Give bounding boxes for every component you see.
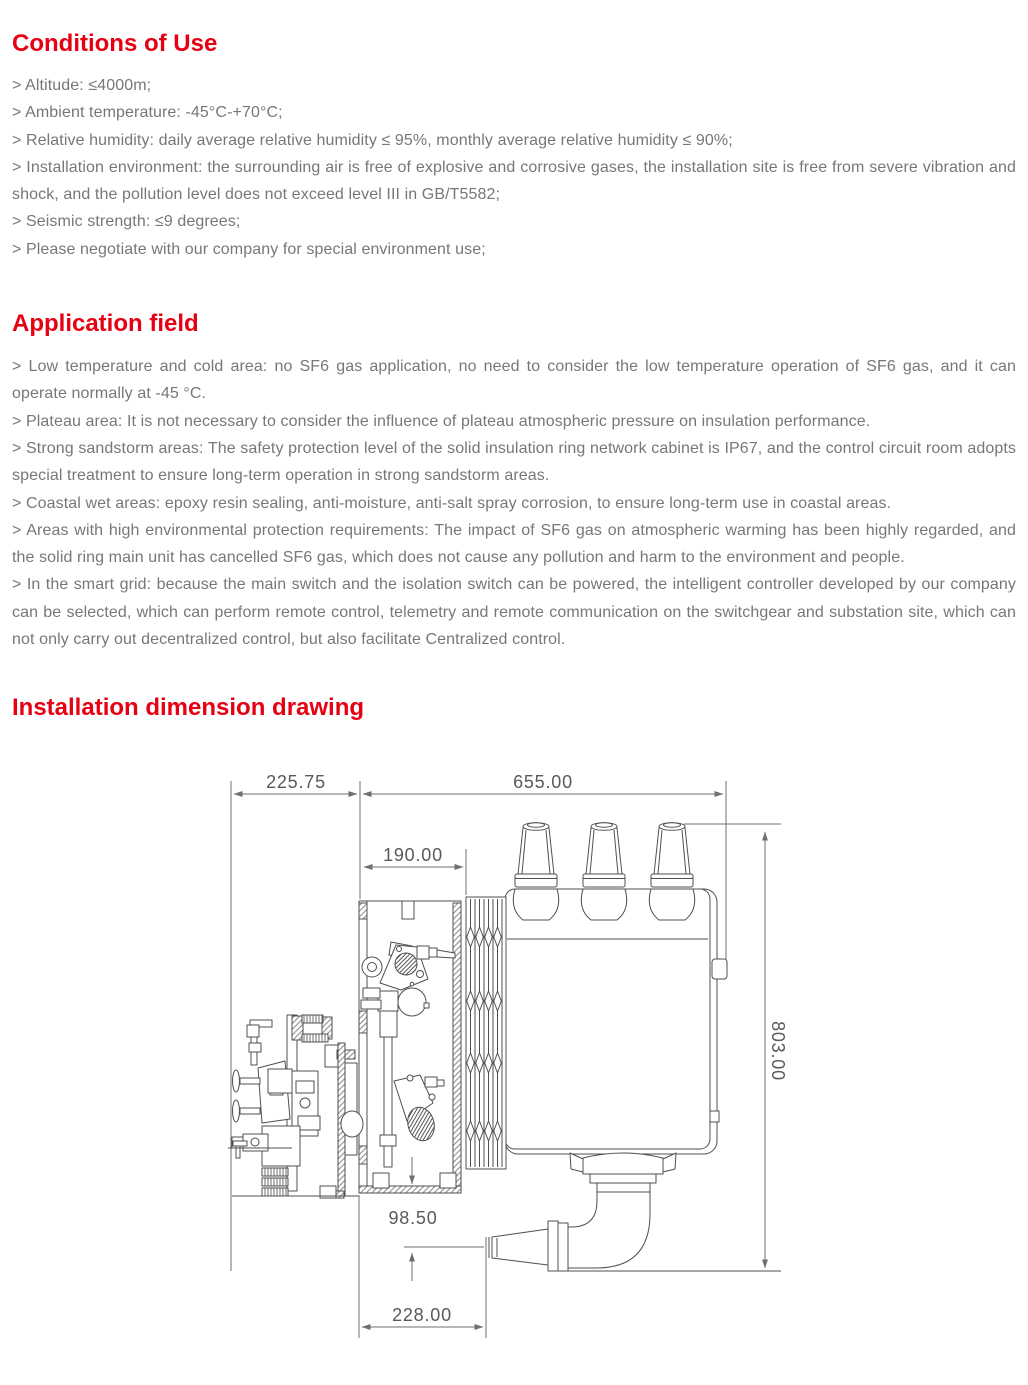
dim-label-top-left-width: 225.75 (266, 772, 326, 792)
bullet-item: > Strong sandstorm areas: The safety protection level of the solid insulation ring network cabinet is IP67, and the control circuit room adopts special treatment to ensure long-term operation in strong sandstorm areas. (12, 439, 1016, 485)
section-heading-application-field: Application field (12, 310, 199, 338)
bullet-item: > Areas with high environmental protection requirements: The impact of SF6 gas on atmospheric warming has been highly regarded, and the solid ring main unit has cancelled SF6 gas, which does not cause any pollution and harm to the environment and people. (12, 521, 1016, 567)
bullet-item: > Installation environment: the surrounding air is free of explosive and corrosive gases, the installation site is free from severe vibration and shock, and the pollution level does not exceed level III in GB/T5582; (12, 158, 1016, 204)
bullet-item: > Ambient temperature: -45°C-+70°C; (12, 104, 283, 122)
lifting-bracket (712, 959, 727, 979)
bushing-2 (581, 823, 626, 920)
dim-label-overall-height: 803.00 (768, 1021, 788, 1081)
section-heading-conditions-of-use: Conditions of Use (12, 30, 218, 57)
bullet-item: > Low temperature and cold area: no SF6 gas application, no need to consider the low temperature operation of SF6 gas, and it can operate normally at -45 °C. (12, 358, 1016, 403)
drive-mechanism-assembly (228, 1015, 363, 1198)
bullet-item: > In the smart grid: because the main switch and the isolation switch can be powered, the intelligent controller developed by our company can be selected, which can perform remote control, telemetry and remote communication on the switchgear and substation site, which can not only carry out decentralized control, but also facilitate Centralized control. (12, 576, 1016, 649)
installation-dimension-drawing (0, 747, 1028, 1385)
section-heading-installation-dimension-drawing: Installation dimension drawing (12, 694, 365, 722)
cable-elbow-connector (489, 1153, 781, 1271)
mechanism-box (359, 901, 461, 1193)
document-page (0, 31, 1028, 721)
bullet-item: > Relative humidity: daily average relative humidity ≤ 95%, monthly average relative humidity ≤ 90%; (12, 131, 733, 149)
dim-label-mechanism-width: 190.00 (383, 845, 443, 865)
dim-label-top-right-width: 655.00 (513, 772, 573, 792)
bullet-item: > Plateau area: It is not necessary to consider the influence of plateau atmospheric pressure on insulation performance. (12, 412, 871, 430)
bullet-item: > Coastal wet areas: epoxy resin sealing, anti-moisture, anti-salt spray corrosion, to ensure long-term use in coastal areas. (12, 494, 892, 512)
dim-label-bottom-offset: 98.50 (388, 1208, 438, 1228)
bullet-item: > Please negotiate with our company for special environment use; (12, 240, 486, 258)
bushing-1 (513, 823, 558, 920)
bullet-item: > Seismic strength: ≤9 degrees; (12, 213, 241, 231)
bushing-3 (649, 823, 694, 920)
cooling-fins (466, 897, 506, 1169)
cable-cone-plug (492, 1229, 548, 1265)
tank-body (505, 889, 727, 1154)
bullet-item: > Altitude: ≤4000m; (12, 77, 152, 94)
dim-label-bottom-width: 228.00 (392, 1305, 452, 1325)
